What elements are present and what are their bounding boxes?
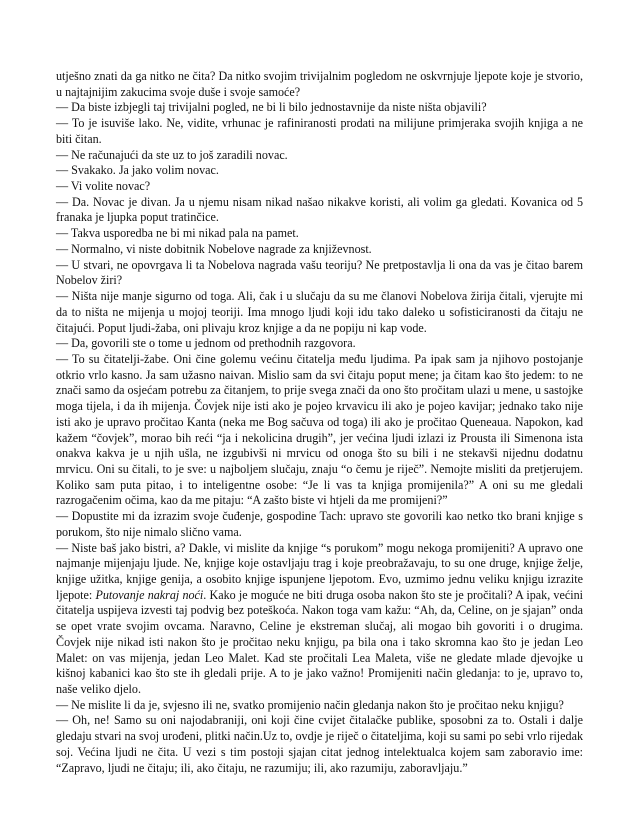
paragraph-5: — Svakako. Ja jako volim novac. xyxy=(56,163,219,178)
paragraph-15 xyxy=(56,541,583,698)
paragraph-15-end: . Kako je moguće ne biti druga osoba nakon što ste je pročitali? A ipak, većini čitatelja uspijeva izvesti taj podvig bez poteškoća. Nakon toga vam kažu: “Ah, da, Celine, on je sjajan” onda se opet vrate svojim ovcama. Naravno, Celine je ekstreman slučaj, ali mogao bih govoriti i o drugima. Čovjek nije nikad isti nakon što je pročitao neku knjigu, pa bila ona i tako skromna kao što je jedan Leo Malet: on vas mijenja, jedan Leo Malet. Kad ste pročitali Lea Maleta, više ne gledate mlade djevojke u kišnoj kabanici kao što ste ih gledali prije. A to je jako važno! Promijeniti način gledanja: to je, upravo to, naše veliko djelo. xyxy=(56,587,583,697)
paragraph-17: — Oh, ne! Samo su oni najodabraniji, oni koji čine cvijet čitalačke publike, sposobni za to. Ostali i dalje gledaju stvari na svoj urođeni, plitki način.Uz to, ovdje je riječ o čitateljima, koji su sami po sebi vrlo rijedak soj. Većina ljudi ne čita. U vezi s tim postoji sjajan citat jednog intelektualca kojem sam zaboravio ime: “Zapravo, ljudi ne čitaju; ili, ako čitaju, ne razumiju; ili, ako razumiju, zaboravljaju.” xyxy=(56,713,583,775)
paragraph-7: — Da. Novac je divan. Ja u njemu nisam nikad našao nikakve koristi, ali volim ga gledati. Kovanica od 5 franaka je ljupka poput tratinčice. xyxy=(56,194,583,225)
paragraph-15-start: — Niste baš jako bistri, a? Dakle, vi mislite da knjige “s porukom” mogu nekoga promijeniti? A upravo one najmanje mijenjaju ljude. Ne, knjige koje ostavljaju trag i koje preobražavaju, to su one druge, knjige želje, knjige užitka, knjige genija, a osobito knjige ispunjene ljepotom. Evo, uzmimo jednu veliku knjigu izrazite ljepote: xyxy=(56,540,583,602)
paragraph-1: utješno znati da ga nitko ne čita? Da nitko svojim trivijalnim pogledom ne oskvrnjuje ljepote koje je stvorio, u najtajnijim zakucima svoje duše i svoje samoće? xyxy=(56,69,583,99)
book-title: Putovanje nakraj noći xyxy=(95,587,204,602)
paragraph-16: — Ne mislite li da je, svjesno ili ne, svatko promijenio način gledanja nakon što je pročitao neku knjigu? xyxy=(56,697,564,712)
paragraph-8: — Takva usporedba ne bi mi nikad pala na pamet. xyxy=(56,226,299,241)
paragraph-10: — U stvari, ne opovrgava li ta Nobelova nagrada vašu teoriju? Ne pretpostavlja li ona da vas je čitao barem Nobelov žiri? xyxy=(56,257,583,288)
paragraph-6: — Vi volite novac? xyxy=(56,179,151,194)
paragraph-14: — Dopustite mi da izrazim svoje čuđenje, gospodine Tach: upravo ste govorili kao netko tko brani knjige s porukom, što nije nimalo slično vama. xyxy=(56,509,583,539)
document-page xyxy=(56,69,583,776)
paragraph-11: — Ništa nije manje sigurno od toga. Ali, čak i u slučaju da su me članovi Nobelova žirija čitali, vjerujte mi da to ništa ne mijenja u mojoj teoriji. Ima mnogo ljudi koji idu tako daleko u sofisticiranosti da čitaju ne čitajući. Poput ljudi-žaba, oni plivaju kroz knjige a da ne popiju ni kap vode. xyxy=(56,289,583,335)
paragraph-13: — To su čitatelji-žabe. Oni čine golemu većinu čitatelja među ljudima. Pa ipak sam ja njihovo postojanje otkrio vrlo kasno. Ja sam užasno naivan. Mislio sam da svi čitaju poput mene; ja čitam kao što jedem: to ne znači samo da osjećam potrebu za čitanjem, to prije svega znači da ono što pročitam ulazi u mene, u sastojke moga tijela, i da ih mijenja. Čovjek nije isti ako je pojeo krvavicu ili ako je pojeo kavijar; jednako tako nije isti ako je upravo pročitao Kanta (neka me Bog sačuva od toga) ili ako je pročitao Queneaua. Napokon, kad kažem “čovjek”, morao bih reći “ja i nekolicina drugih”, jer većina ljudi izlazi iz Prousta ili Simenona ista onakva kakva je u njih ušla, ne izgubivši ni mrvicu od onoga što su bili i ne stekavši nijednu dodatnu mrvicu. Oni su čitali, to je sve: u najboljem slučaju, znaju “o čemu je riječ”. Nemojte misliti da pretjerujem. Koliko sam puta pitao, i to inteligentne osobe: “Je li vas ta knjiga promijenila?” A oni su me gledali razrogačenim očima, kao da me pitaju: “A zašto biste vi htjeli da me promijeni?” xyxy=(56,351,583,508)
paragraph-2: — Da biste izbjegli taj trivijalni pogled, ne bi li bilo jednostavnije da niste ništa objavili? xyxy=(56,100,487,115)
paragraph-3: — To je isuviše lako. Ne, vidite, vrhunac je rafiniranosti prodati na milijune primjeraka svojih knjiga a ne biti čitan. xyxy=(56,116,583,146)
paragraph-4: — Ne računajući da ste uz to još zaradili novac. xyxy=(56,147,288,162)
paragraph-12: — Da, govorili ste o tome u jednom od prethodnih razgovora. xyxy=(56,336,356,351)
paragraph-9: — Normalno, vi niste dobitnik Nobelove nagrade za književnost. xyxy=(56,241,372,256)
